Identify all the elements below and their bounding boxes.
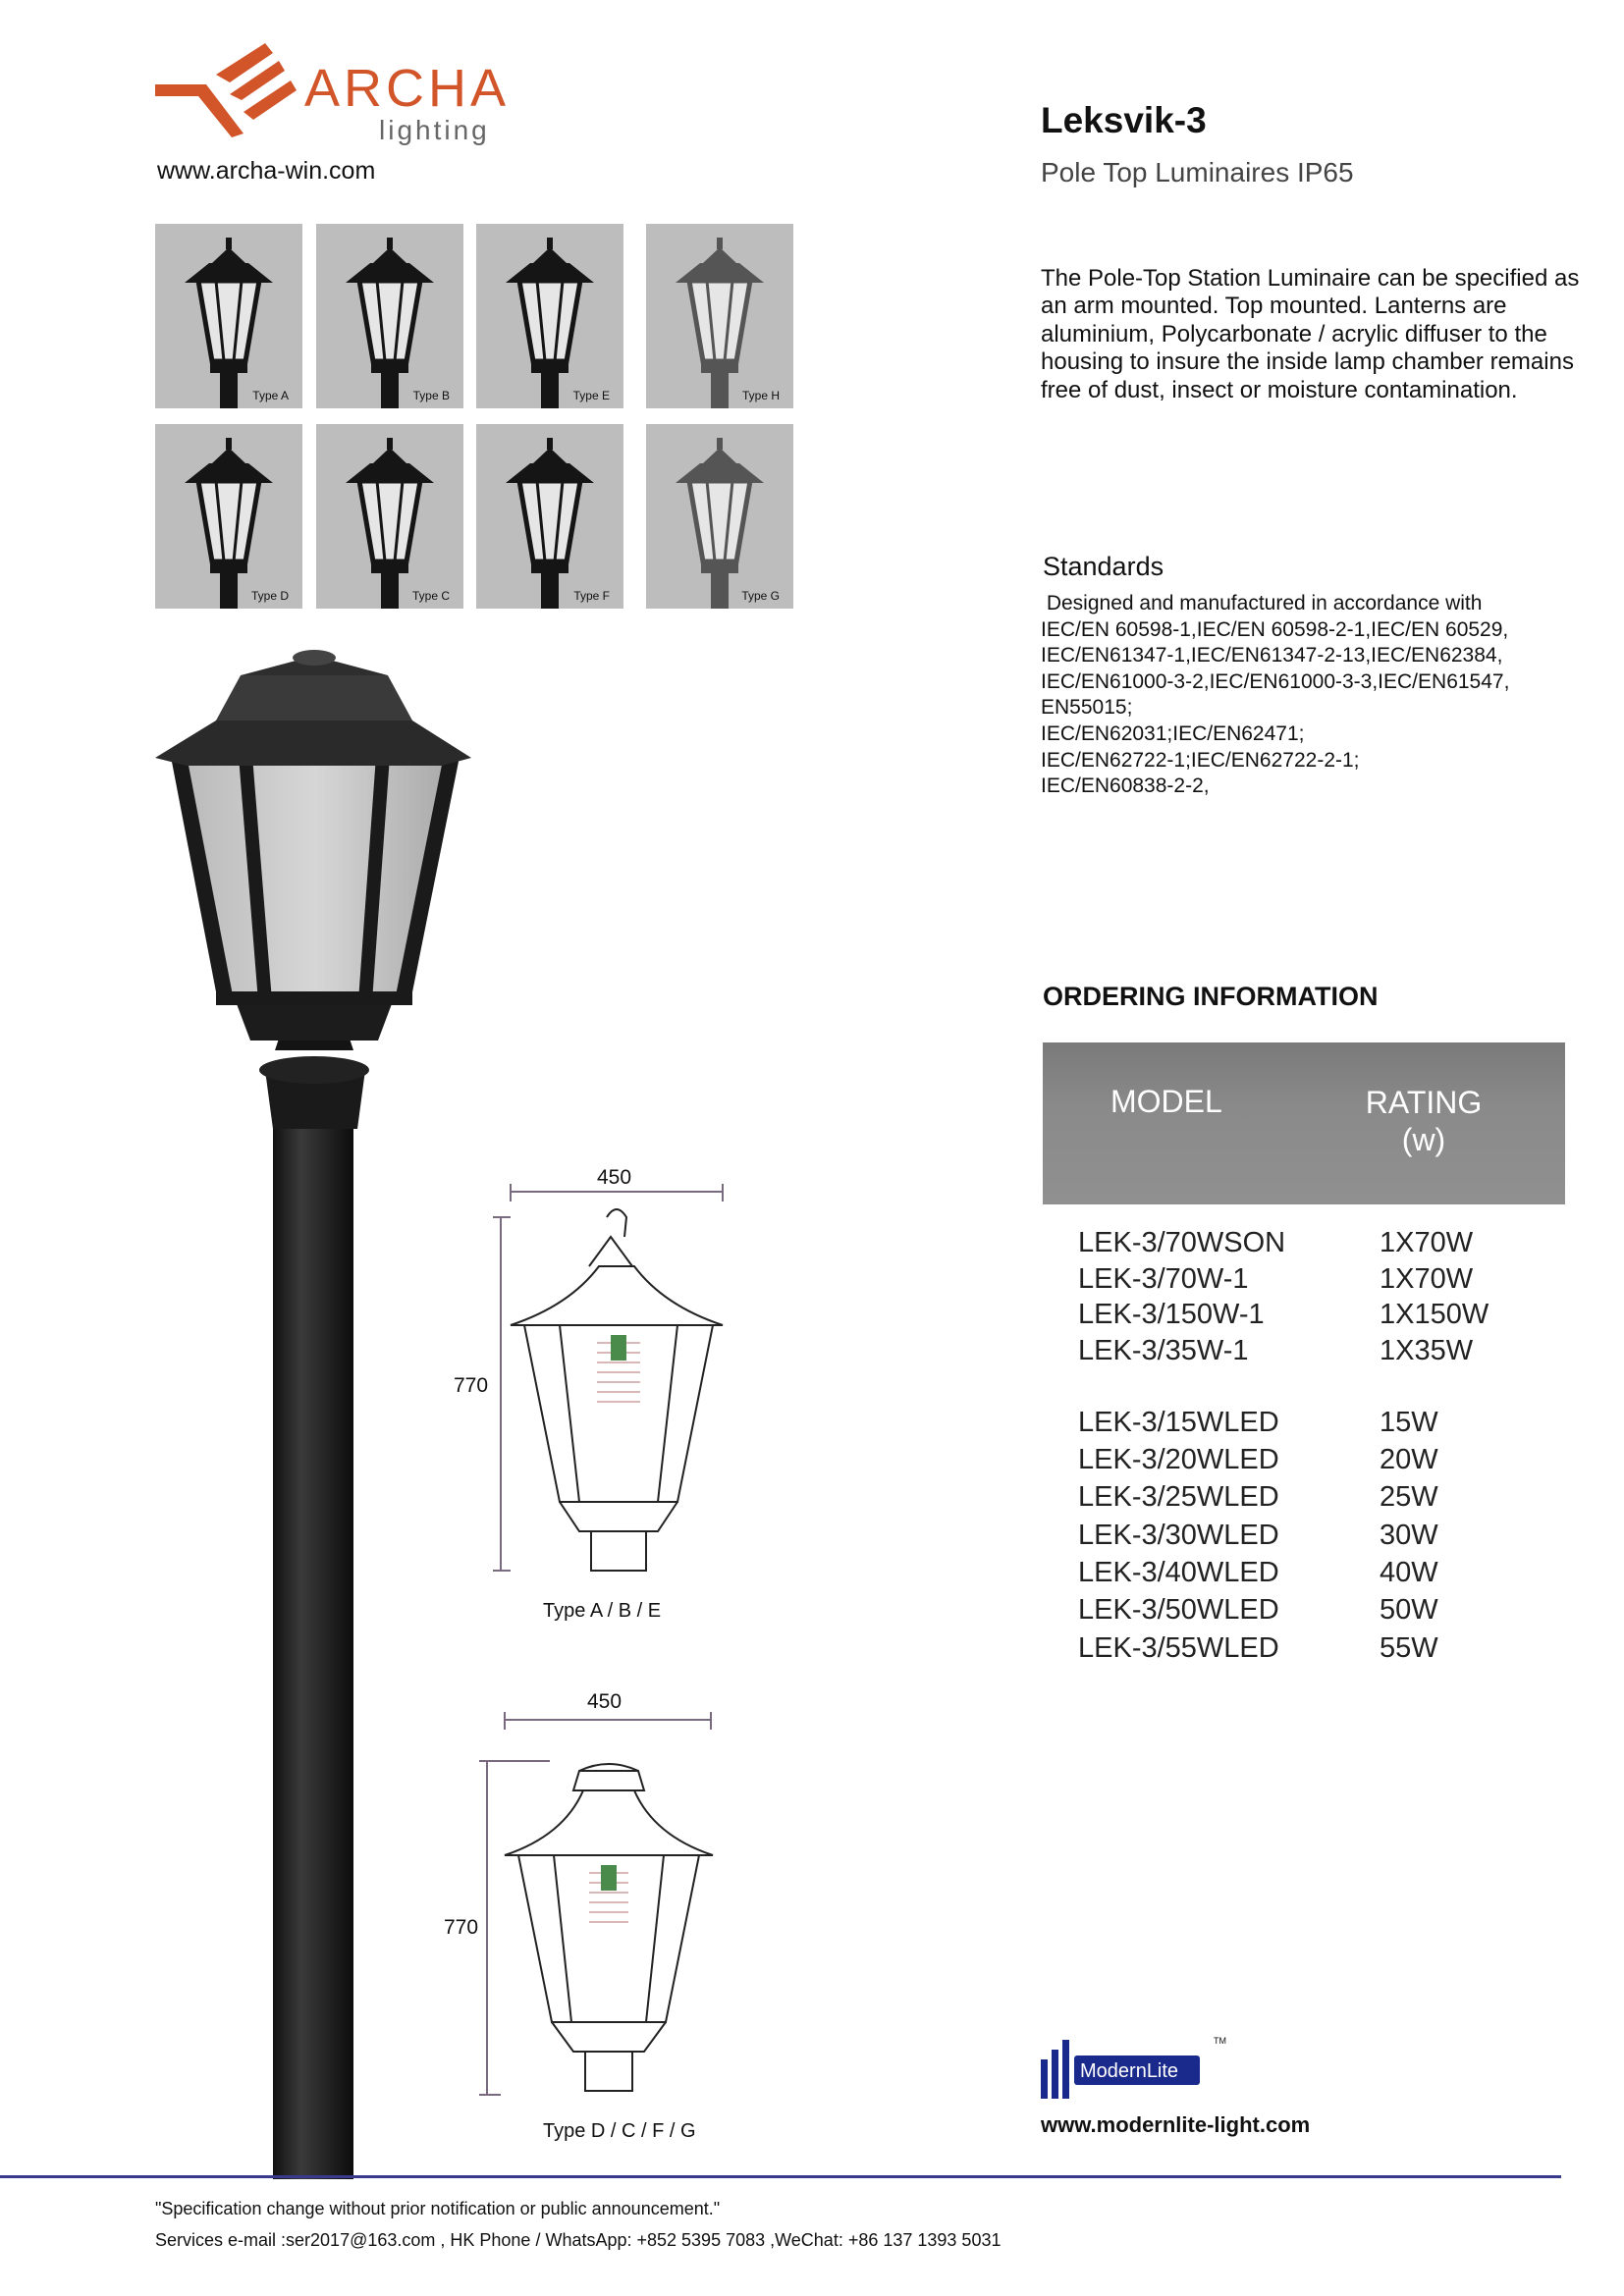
column-rating-label: RATING — [1365, 1085, 1483, 1120]
rating-cell: 1X35W — [1380, 1335, 1474, 1366]
rating-cell: 30W — [1380, 1520, 1438, 1551]
drawing1-width-label: 450 — [597, 1166, 632, 1189]
standards-line: IEC/EN61000-3-2,IEC/EN61000-3-3,IEC/EN61547, — [1041, 669, 1510, 693]
lantern-thumbnail-image — [316, 424, 463, 609]
standards-line: IEC/EN61347-1,IEC/EN61347-2-13,IEC/EN62384, — [1041, 644, 1503, 667]
standards-line: EN55015; — [1041, 696, 1133, 720]
model-cell: LEK-3/15WLED — [1078, 1407, 1279, 1438]
ordering-title: ORDERING INFORMATION — [1043, 982, 1379, 1011]
thumbnail-label: Type B — [412, 389, 450, 402]
lantern-thumbnail-image — [476, 424, 623, 609]
product-photo-lantern — [147, 648, 481, 2179]
variant-thumbnail — [476, 224, 623, 408]
product-subtitle: Pole Top Luminaires IP65 — [1041, 157, 1354, 187]
model-cell: LEK-3/70WSON — [1078, 1227, 1286, 1258]
lantern-thumbnail-image — [316, 224, 463, 408]
model-cell: LEK-3/35W-1 — [1078, 1335, 1249, 1366]
standards-line: IEC/EN60838-2-2, — [1041, 774, 1210, 798]
standards-title: Standards — [1043, 552, 1164, 581]
thumbnail-label: Type A — [252, 389, 289, 402]
lantern-thumbnail-image — [155, 224, 302, 408]
rating-cell: 50W — [1380, 1594, 1438, 1626]
column-model: MODEL — [1110, 1084, 1222, 1119]
model-cell: LEK-3/40WLED — [1078, 1557, 1279, 1588]
product-description: The Pole-Top Station Luminaire can be specified as an arm mounted. Top mounted. Lanterns are aluminium, Polycarbonate / acrylic diffuser to the housing to insure the inside lamp chamber remains free of dust, insect or moisture contamination. — [1041, 265, 1580, 403]
drawing2-height-label: 770 — [444, 1916, 479, 1939]
thumbnail-label: Type H — [741, 389, 780, 402]
drawing1-caption: Type A / B / E — [543, 1600, 662, 1622]
standards-line: Designed and manufactured in accordance with — [1041, 592, 1483, 614]
variant-thumbnail — [646, 224, 793, 408]
ordering-table-header — [1043, 1042, 1565, 1204]
rating-cell: 1X150W — [1380, 1299, 1489, 1330]
rating-cell: 1X70W — [1380, 1263, 1474, 1295]
logo-sub-text: lighting — [379, 115, 490, 145]
variant-thumbnail — [155, 224, 302, 408]
drawing1-height-label: 770 — [454, 1374, 489, 1397]
standards-list — [1041, 591, 1591, 800]
modernlite-logo — [1041, 2034, 1237, 2103]
variant-thumbnail — [155, 424, 302, 609]
rating-cell: 25W — [1380, 1481, 1438, 1513]
trademark-mark: TM — [1214, 2036, 1226, 2046]
standards-line: IEC/EN62031;IEC/EN62471; — [1041, 721, 1305, 745]
logo-brand-text: ARCHA — [304, 59, 511, 118]
model-cell: LEK-3/25WLED — [1078, 1481, 1279, 1513]
variant-thumbnail — [476, 424, 623, 609]
variant-thumbnail — [316, 424, 463, 609]
lantern-thumbnail-image — [155, 424, 302, 609]
thumbnail-label: Type E — [572, 389, 610, 402]
model-cell: LEK-3/30WLED — [1078, 1520, 1279, 1551]
standards-line: IEC/EN62722-1;IEC/EN62722-2-1; — [1041, 748, 1360, 772]
footer-contact: Services e-mail :ser2017@163.com , HK Phone / WhatsApp: +852 5395 7083 ,WeChat: +86 137 1393 5031 — [155, 2230, 1001, 2250]
website-url[interactable]: www.archa-win.com — [157, 157, 376, 185]
partner-url[interactable]: www.modernlite-light.com — [1041, 2112, 1311, 2137]
variant-thumbnail — [316, 224, 463, 408]
thumbnail-label: Type F — [573, 589, 610, 603]
dimension-drawing-type-a-b-e — [481, 1178, 746, 1590]
thumbnail-label: Type G — [741, 589, 780, 603]
lantern-thumbnail-image — [646, 424, 793, 609]
footer-divider — [0, 2175, 1561, 2178]
lantern-thumbnail-image — [646, 224, 793, 408]
modernlite-logo-text: ModernLite — [1080, 2060, 1179, 2082]
model-cell: LEK-3/70W-1 — [1078, 1263, 1249, 1295]
model-cell: LEK-3/20WLED — [1078, 1444, 1279, 1475]
rating-cell: 15W — [1380, 1407, 1438, 1438]
rating-cell: 40W — [1380, 1557, 1438, 1588]
archa-logo — [147, 35, 520, 145]
dimension-drawing-type-d-c-f-g — [471, 1708, 736, 2110]
column-rating — [1355, 1084, 1492, 1158]
drawing2-width-label: 450 — [587, 1690, 623, 1713]
product-title: Leksvik-3 — [1041, 100, 1207, 140]
standards-line: IEC/EN 60598-1,IEC/EN 60598-2-1,IEC/EN 60529, — [1041, 617, 1509, 641]
model-cell: LEK-3/50WLED — [1078, 1594, 1279, 1626]
rating-cell: 20W — [1380, 1444, 1438, 1475]
column-rating-unit: (w) — [1401, 1122, 1446, 1157]
model-cell: LEK-3/55WLED — [1078, 1632, 1279, 1664]
thumbnail-label: Type D — [250, 589, 289, 603]
lantern-thumbnail-image — [476, 224, 623, 408]
rating-cell: 55W — [1380, 1632, 1438, 1664]
model-cell: LEK-3/150W-1 — [1078, 1299, 1265, 1330]
drawing2-caption: Type D / C / F / G — [543, 2120, 696, 2142]
footer-note: "Specification change without prior notification or public announcement." — [155, 2199, 721, 2218]
variant-thumbnail — [646, 424, 793, 609]
thumbnail-label: Type C — [411, 589, 450, 603]
rating-cell: 1X70W — [1380, 1227, 1474, 1258]
